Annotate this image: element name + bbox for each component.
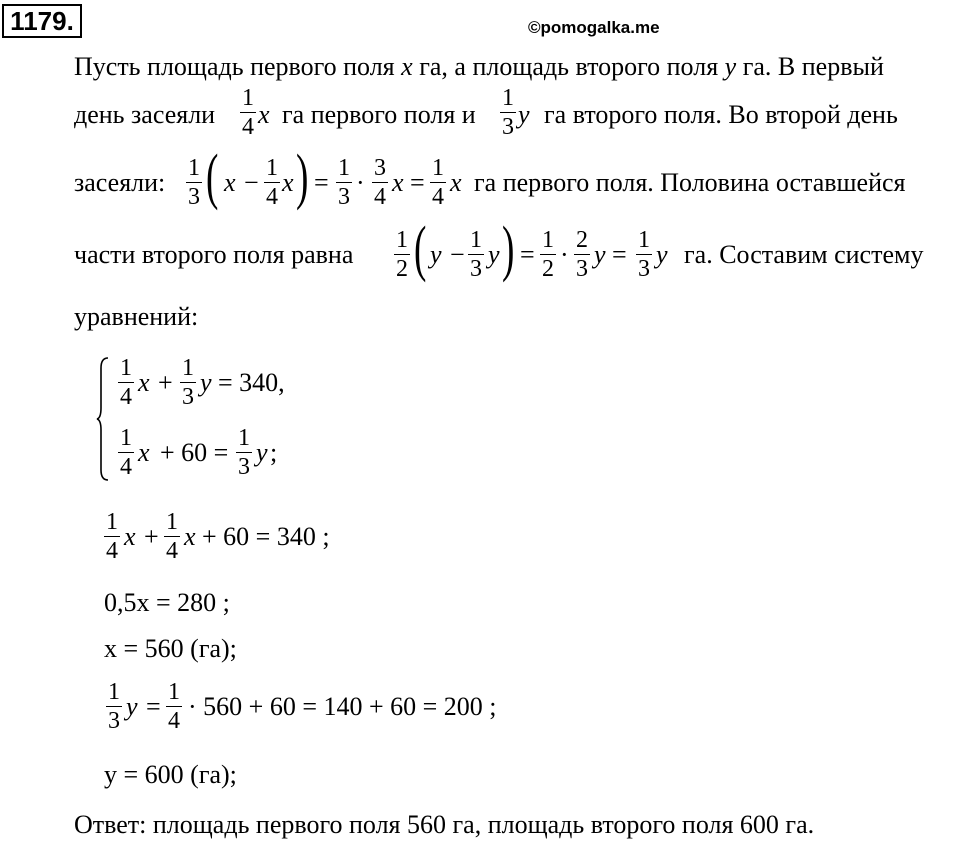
fraction-1-4 — [164, 680, 184, 733]
var-x: x — [392, 168, 404, 197]
semicolon: ; — [270, 438, 278, 467]
var-y: y — [488, 240, 500, 269]
denominator: 3 — [182, 384, 194, 410]
equation-1-rhs: + 60 = 340 ; — [202, 522, 330, 551]
denominator: 2 — [542, 256, 554, 282]
denominator: 4 — [168, 708, 180, 734]
fraction-bar — [540, 254, 556, 255]
equation-2: 0,5x = 280 ; — [104, 588, 230, 617]
watermark: ©pomogalka.me — [528, 18, 660, 37]
fraction-bar — [500, 112, 516, 113]
plus-sign: + — [144, 522, 159, 551]
fraction-bar — [336, 182, 352, 183]
numerator: 1 — [638, 227, 650, 253]
fraction-1-4 — [162, 510, 182, 563]
fraction-bar — [430, 182, 446, 183]
var-y: y — [126, 692, 138, 721]
text-line-3a: засеяли: — [74, 168, 166, 197]
fraction-bar — [118, 382, 134, 383]
fraction-1-4 — [116, 426, 136, 479]
fraction-1-4 — [238, 86, 258, 139]
fraction-1-3 — [178, 356, 198, 409]
var-x: x — [401, 52, 413, 81]
numerator: 1 — [338, 155, 350, 181]
text-line-5: уравнений: — [74, 302, 199, 331]
numerator: 3 — [374, 155, 386, 181]
text-segment: га, а площадь второго поля — [412, 52, 725, 81]
denominator: 3 — [502, 114, 514, 140]
fraction-bar — [394, 254, 410, 255]
fraction-1-3 — [466, 228, 486, 281]
var-y: y — [594, 240, 606, 269]
denominator: 4 — [106, 538, 118, 564]
denominator: 3 — [576, 256, 588, 282]
fraction-1-3 — [184, 156, 204, 209]
var-y: y — [430, 240, 442, 269]
system-eq2-mid: + 60 = — [160, 438, 229, 467]
numerator: 1 — [432, 155, 444, 181]
equals-sign: = — [314, 168, 329, 197]
denominator: 4 — [374, 184, 386, 210]
text-line-2a: день засеяли — [74, 100, 216, 129]
numerator: 1 — [266, 155, 278, 181]
text-line-4a: части второго поля равна — [74, 240, 354, 269]
numerator: 1 — [238, 425, 250, 451]
denominator: 2 — [396, 256, 408, 282]
denominator: 3 — [238, 454, 250, 480]
system-eq1-rhs: = 340, — [218, 368, 285, 397]
equals-sign: = — [520, 240, 535, 269]
fraction-bar — [186, 182, 202, 183]
numerator: 1 — [106, 509, 118, 535]
text-line-1 — [74, 52, 884, 82]
denominator: 4 — [166, 538, 178, 564]
var-y: y — [656, 240, 668, 269]
numerator: 2 — [576, 227, 588, 253]
answer-line: Ответ: площадь первого поля 560 га, площадь второго поля 600 га. — [74, 810, 815, 839]
fraction-bar — [240, 112, 256, 113]
numerator: 1 — [120, 355, 132, 381]
numerator: 1 — [188, 155, 200, 181]
equals-sign: = — [410, 168, 425, 197]
right-paren: ) — [502, 215, 515, 283]
denominator: 4 — [120, 454, 132, 480]
var-x: x — [138, 368, 150, 397]
denominator: 3 — [470, 256, 482, 282]
text-line-2c: га второго поля. Во второй день — [544, 100, 898, 129]
dot-sign: · — [356, 168, 365, 197]
numerator: 1 — [396, 227, 408, 253]
dot-sign: · — [560, 240, 569, 269]
numerator: 1 — [182, 355, 194, 381]
numerator: 1 — [166, 509, 178, 535]
text-line-2b: га первого поля и — [282, 100, 476, 129]
var-x: x — [450, 168, 462, 197]
left-paren: ( — [414, 215, 427, 283]
numerator: 1 — [168, 679, 180, 705]
text-segment: Пусть площадь первого поля — [74, 52, 402, 81]
numerator: 1 — [470, 227, 482, 253]
denominator: 4 — [120, 384, 132, 410]
minus-sign: − — [450, 240, 465, 269]
fraction-1-4 — [116, 356, 136, 409]
equals-sign: = — [612, 240, 627, 269]
fraction-bar — [236, 452, 252, 453]
equals-sign: = — [146, 692, 161, 721]
fraction-1-4 — [262, 156, 282, 209]
text-line-4b: га. Составим систему — [684, 240, 924, 269]
var-x: x — [258, 100, 270, 129]
text-segment: га. В первый — [736, 52, 884, 81]
denominator: 4 — [242, 114, 254, 140]
fraction-bar — [468, 254, 484, 255]
var-x: x — [184, 522, 196, 551]
var-x: x — [282, 168, 294, 197]
fraction-bar — [180, 382, 196, 383]
fraction-1-4 — [428, 156, 448, 209]
fraction-1-3 — [334, 156, 354, 209]
fraction-bar — [118, 452, 134, 453]
problem-number: 1179. — [2, 4, 82, 38]
numerator: 1 — [542, 227, 554, 253]
denominator: 3 — [108, 708, 120, 734]
fraction-1-2 — [392, 228, 412, 281]
var-x: x — [138, 438, 150, 467]
right-paren: ) — [296, 143, 309, 211]
fraction-1-3 — [104, 680, 124, 733]
fraction-bar — [104, 536, 120, 537]
fraction-3-4 — [370, 156, 390, 209]
numerator: 1 — [242, 85, 254, 111]
fraction-bar — [636, 254, 652, 255]
fraction-bar — [574, 254, 590, 255]
fraction-1-3 — [634, 228, 654, 281]
var-y: y — [724, 52, 737, 81]
fraction-1-3 — [234, 426, 254, 479]
plus-sign: + — [158, 368, 173, 397]
equation-4-rhs: · 560 + 60 = 140 + 60 = 200 ; — [188, 692, 497, 721]
numerator: 1 — [120, 425, 132, 451]
equation-5: y = 600 (га); — [104, 760, 237, 789]
fraction-1-3 — [498, 86, 518, 139]
left-paren: ( — [206, 143, 219, 211]
var-y: y — [518, 100, 530, 129]
denominator: 4 — [266, 184, 278, 210]
fraction-2-3 — [572, 228, 592, 281]
var-x: x — [124, 522, 136, 551]
fraction-1-2 — [538, 228, 558, 281]
denominator: 3 — [338, 184, 350, 210]
fraction-bar — [164, 536, 180, 537]
equation-3: x = 560 (га); — [104, 634, 237, 663]
minus-sign: − — [244, 168, 259, 197]
fraction-bar — [166, 706, 182, 707]
fraction-bar — [106, 706, 122, 707]
text-line-3b: га первого поля. Половина оставшейся — [474, 168, 906, 197]
var-y: y — [200, 368, 212, 397]
fraction-bar — [372, 182, 388, 183]
fraction-bar — [264, 182, 280, 183]
system-brace — [96, 356, 110, 482]
numerator: 1 — [108, 679, 120, 705]
numerator: 1 — [502, 85, 514, 111]
var-x: x — [224, 168, 236, 197]
denominator: 4 — [432, 184, 444, 210]
denominator: 3 — [638, 256, 650, 282]
denominator: 3 — [188, 184, 200, 210]
var-y: y — [256, 438, 268, 467]
fraction-1-4 — [102, 510, 122, 563]
